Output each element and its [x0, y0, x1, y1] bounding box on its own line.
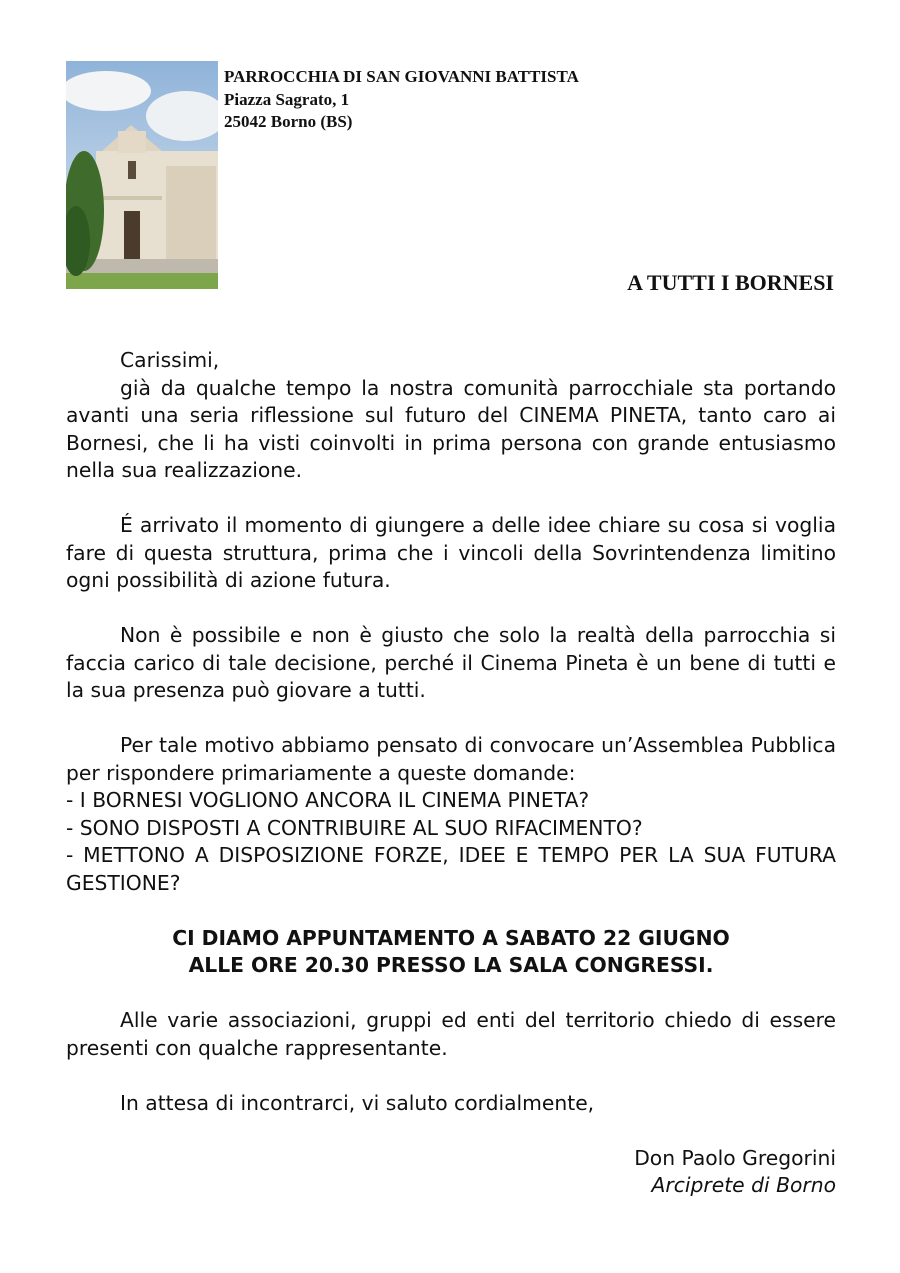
signature-role: Arciprete di Borno: [651, 1173, 836, 1197]
paragraph-6: In attesa di incontrarci, vi saluto cordialmente,: [120, 1090, 595, 1115]
appointment-line-1: CI DIAMO APPUNTAMENTO A SABATO 22 GIUGNO: [172, 925, 730, 950]
church-photo: [66, 61, 218, 289]
question-2: - SONO DISPOSTI A CONTRIBUIRE AL SUO RIFACIMENTO?: [66, 815, 643, 840]
parish-address: Piazza Sagrato, 1: [224, 89, 350, 109]
question-1: - I BORNESI VOGLIONO ANCORA IL CINEMA PINETA?: [66, 788, 590, 812]
appointment-line-2: ALLE ORE 20.30 PRESSO LA SALA CONGRESSI.: [188, 953, 714, 977]
paragraph-1: già da qualche tempo la nostra comunità parrocchiale sta portando avanti una seria riflessione sul futuro del CINEMA PINETA, tanto caro ai Bornesi, che li ha visti coinvolti in prima persona con grande entusiasmo nella sua realizzazione.: [66, 375, 836, 482]
parish-header: [224, 66, 579, 134]
parish-name: PARROCCHIA DI SAN GIOVANNI BATTISTA: [224, 67, 579, 86]
signature-name: Don Paolo Gregorini: [634, 1145, 836, 1170]
letter-body: [66, 347, 836, 1200]
paragraph-2: É arrivato il momento di giungere a delle idee chiare su cosa si voglia fare di questa struttura, prima che i vincoli della Sovrintendenza limitino ogni possibilità di azione futura.: [66, 513, 836, 592]
question-3: - METTONO A DISPOSIZIONE FORZE, IDEE E TEMPO PER LA SUA FUTURA GESTIONE?: [66, 843, 836, 895]
paragraph-5: Alle varie associazioni, gruppi ed enti del territorio chiedo di essere presenti con qualche rappresentante.: [66, 1008, 836, 1060]
parish-city: 25042 Borno (BS): [224, 112, 353, 131]
greeting: Carissimi,: [120, 348, 220, 372]
paragraph-4: Per tale motivo abbiamo pensato di convocare un’Assemblea Pubblica per rispondere primariamente a queste domande:: [66, 733, 836, 785]
letter-title: A TUTTI I BORNESI: [627, 270, 834, 295]
paragraph-3: Non è possibile e non è giusto che solo la realtà della parrocchia si faccia carico di tale decisione, perché il Cinema Pineta è un bene di tutti e la sua presenza può giovare a tutti.: [66, 623, 836, 702]
